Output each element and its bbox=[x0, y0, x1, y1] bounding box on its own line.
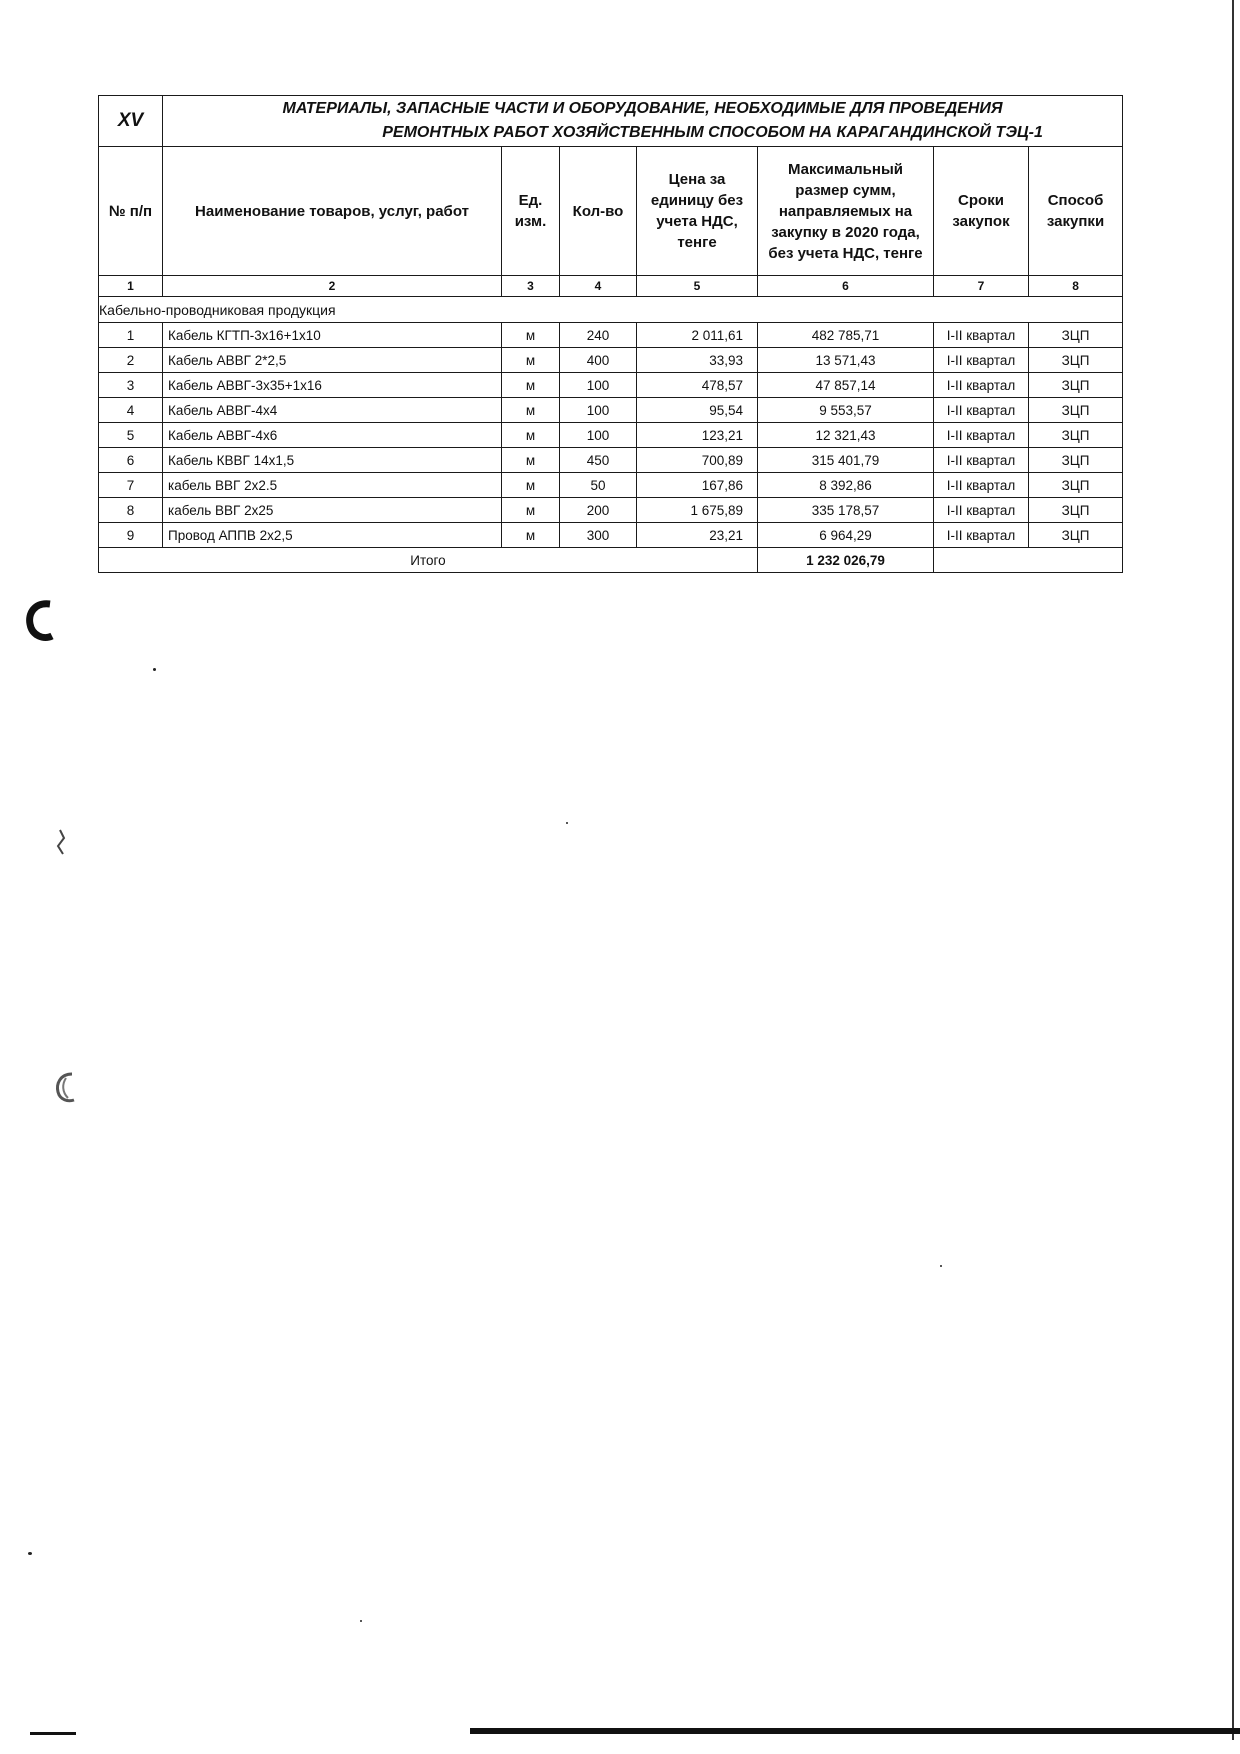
row-unit: м bbox=[502, 373, 560, 398]
row-sum: 47 857,14 bbox=[758, 373, 934, 398]
category-label: Кабельно-проводниковая продукция bbox=[99, 297, 1123, 323]
row-number: 4 bbox=[99, 398, 163, 423]
col-number: 8 bbox=[1029, 276, 1123, 297]
row-qty: 100 bbox=[560, 373, 637, 398]
table-row bbox=[99, 448, 1123, 473]
row-price: 95,54 bbox=[637, 398, 758, 423]
row-sum: 6 964,29 bbox=[758, 523, 934, 548]
row-name: кабель ВВГ 2х25 bbox=[163, 498, 502, 523]
category-row bbox=[99, 297, 1123, 323]
col-number: 5 bbox=[637, 276, 758, 297]
header-sum: Максимальный размер сумм, направляемых на закупку в 2020 года, без учета НДС, тенге bbox=[758, 147, 934, 276]
table-row bbox=[99, 348, 1123, 373]
table-row bbox=[99, 473, 1123, 498]
table-row bbox=[99, 423, 1123, 448]
row-sum: 335 178,57 bbox=[758, 498, 934, 523]
row-sum: 482 785,71 bbox=[758, 323, 934, 348]
row-method: ЗЦП bbox=[1029, 523, 1123, 548]
row-price: 700,89 bbox=[637, 448, 758, 473]
row-unit: м bbox=[502, 448, 560, 473]
row-name: Кабель АВВГ-3х35+1х16 bbox=[163, 373, 502, 398]
row-unit: м bbox=[502, 423, 560, 448]
total-value: 1 232 026,79 bbox=[758, 548, 934, 573]
row-period: I-II квартал bbox=[934, 373, 1029, 398]
col-number: 3 bbox=[502, 276, 560, 297]
header-number: № п/п bbox=[99, 147, 163, 276]
scan-speck bbox=[940, 1265, 942, 1267]
row-unit: м bbox=[502, 323, 560, 348]
total-label: Итого bbox=[99, 548, 758, 573]
row-name: Кабель КВВГ 14х1,5 bbox=[163, 448, 502, 473]
scan-corner-mark bbox=[30, 1732, 76, 1735]
row-method: ЗЦП bbox=[1029, 423, 1123, 448]
row-unit: м bbox=[502, 473, 560, 498]
row-period: I-II квартал bbox=[934, 448, 1029, 473]
row-method: ЗЦП bbox=[1029, 373, 1123, 398]
scan-speck bbox=[28, 1552, 32, 1555]
row-sum: 13 571,43 bbox=[758, 348, 934, 373]
row-number: 2 bbox=[99, 348, 163, 373]
col-number: 1 bbox=[99, 276, 163, 297]
header-period: Сроки закупок bbox=[934, 147, 1029, 276]
row-name: кабель ВВГ 2х2.5 bbox=[163, 473, 502, 498]
row-number: 9 bbox=[99, 523, 163, 548]
row-number: 3 bbox=[99, 373, 163, 398]
row-period: I-II квартал bbox=[934, 423, 1029, 448]
row-sum: 315 401,79 bbox=[758, 448, 934, 473]
header-unit: Ед. изм. bbox=[502, 147, 560, 276]
table-row bbox=[99, 398, 1123, 423]
row-period: I-II квартал bbox=[934, 348, 1029, 373]
row-qty: 450 bbox=[560, 448, 637, 473]
row-method: ЗЦП bbox=[1029, 323, 1123, 348]
row-period: I-II квартал bbox=[934, 473, 1029, 498]
row-number: 7 bbox=[99, 473, 163, 498]
punch-hole-mark bbox=[26, 600, 58, 642]
scan-bottom-bar bbox=[470, 1728, 1240, 1734]
row-unit: м bbox=[502, 398, 560, 423]
row-qty: 50 bbox=[560, 473, 637, 498]
header-name: Наименование товаров, услуг, работ bbox=[163, 147, 502, 276]
row-name: Кабель АВВГ-4х6 bbox=[163, 423, 502, 448]
row-method: ЗЦП bbox=[1029, 398, 1123, 423]
row-method: ЗЦП bbox=[1029, 448, 1123, 473]
scan-mark bbox=[54, 828, 70, 858]
row-price: 123,21 bbox=[637, 423, 758, 448]
row-qty: 100 bbox=[560, 398, 637, 423]
table-row bbox=[99, 373, 1123, 398]
row-qty: 400 bbox=[560, 348, 637, 373]
row-period: I-II квартал bbox=[934, 523, 1029, 548]
row-price: 2 011,61 bbox=[637, 323, 758, 348]
row-sum: 9 553,57 bbox=[758, 398, 934, 423]
scan-edge-line bbox=[1232, 0, 1234, 1740]
row-sum: 8 392,86 bbox=[758, 473, 934, 498]
col-number: 4 bbox=[560, 276, 637, 297]
col-number: 7 bbox=[934, 276, 1029, 297]
punch-hole-mark bbox=[52, 1070, 84, 1106]
row-name: Кабель АВВГ-4х4 bbox=[163, 398, 502, 423]
row-qty: 200 bbox=[560, 498, 637, 523]
scan-speck bbox=[360, 1620, 362, 1622]
col-number: 2 bbox=[163, 276, 502, 297]
section-number: XV bbox=[99, 96, 163, 147]
row-period: I-II квартал bbox=[934, 323, 1029, 348]
row-period: I-II квартал bbox=[934, 498, 1029, 523]
table-row bbox=[99, 498, 1123, 523]
row-number: 5 bbox=[99, 423, 163, 448]
col-number: 6 bbox=[758, 276, 934, 297]
section-title-line2: РЕМОНТНЫХ РАБОТ ХОЗЯЙСТВЕННЫМ СПОСОБОМ НА КАРАГАНДИНСКОЙ ТЭЦ-1 bbox=[382, 124, 1043, 141]
row-method: ЗЦП bbox=[1029, 498, 1123, 523]
row-sum: 12 321,43 bbox=[758, 423, 934, 448]
row-unit: м bbox=[502, 498, 560, 523]
row-name: Провод АППВ 2х2,5 bbox=[163, 523, 502, 548]
total-row bbox=[99, 548, 1123, 573]
row-name: Кабель КГТП-3х16+1х10 bbox=[163, 323, 502, 348]
row-price: 167,86 bbox=[637, 473, 758, 498]
table-body bbox=[99, 323, 1123, 548]
row-method: ЗЦП bbox=[1029, 473, 1123, 498]
procurement-table bbox=[98, 95, 1123, 573]
column-header-row bbox=[99, 147, 1123, 276]
row-unit: м bbox=[502, 523, 560, 548]
row-unit: м bbox=[502, 348, 560, 373]
section-title bbox=[163, 96, 1123, 147]
row-qty: 240 bbox=[560, 323, 637, 348]
section-title-line1: МАТЕРИАЛЫ, ЗАПАСНЫЕ ЧАСТИ И ОБОРУДОВАНИЕ, НЕОБХОДИМЫЕ ДЛЯ ПРОВЕДЕНИЯ bbox=[282, 100, 1003, 117]
header-price: Цена за единицу без учета НДС, тенге bbox=[637, 147, 758, 276]
row-qty: 100 bbox=[560, 423, 637, 448]
header-qty: Кол-во bbox=[560, 147, 637, 276]
table-row bbox=[99, 523, 1123, 548]
row-number: 8 bbox=[99, 498, 163, 523]
table-row bbox=[99, 323, 1123, 348]
row-price: 1 675,89 bbox=[637, 498, 758, 523]
row-number: 6 bbox=[99, 448, 163, 473]
row-name: Кабель АВВГ 2*2,5 bbox=[163, 348, 502, 373]
row-price: 33,93 bbox=[637, 348, 758, 373]
row-number: 1 bbox=[99, 323, 163, 348]
total-blank bbox=[934, 548, 1123, 573]
row-price: 23,21 bbox=[637, 523, 758, 548]
column-number-row bbox=[99, 276, 1123, 297]
scan-speck bbox=[153, 668, 156, 671]
row-price: 478,57 bbox=[637, 373, 758, 398]
row-method: ЗЦП bbox=[1029, 348, 1123, 373]
row-period: I-II квартал bbox=[934, 398, 1029, 423]
header-method: Способ закупки bbox=[1029, 147, 1123, 276]
row-qty: 300 bbox=[560, 523, 637, 548]
scan-speck bbox=[566, 822, 568, 824]
section-header-row bbox=[99, 96, 1123, 147]
